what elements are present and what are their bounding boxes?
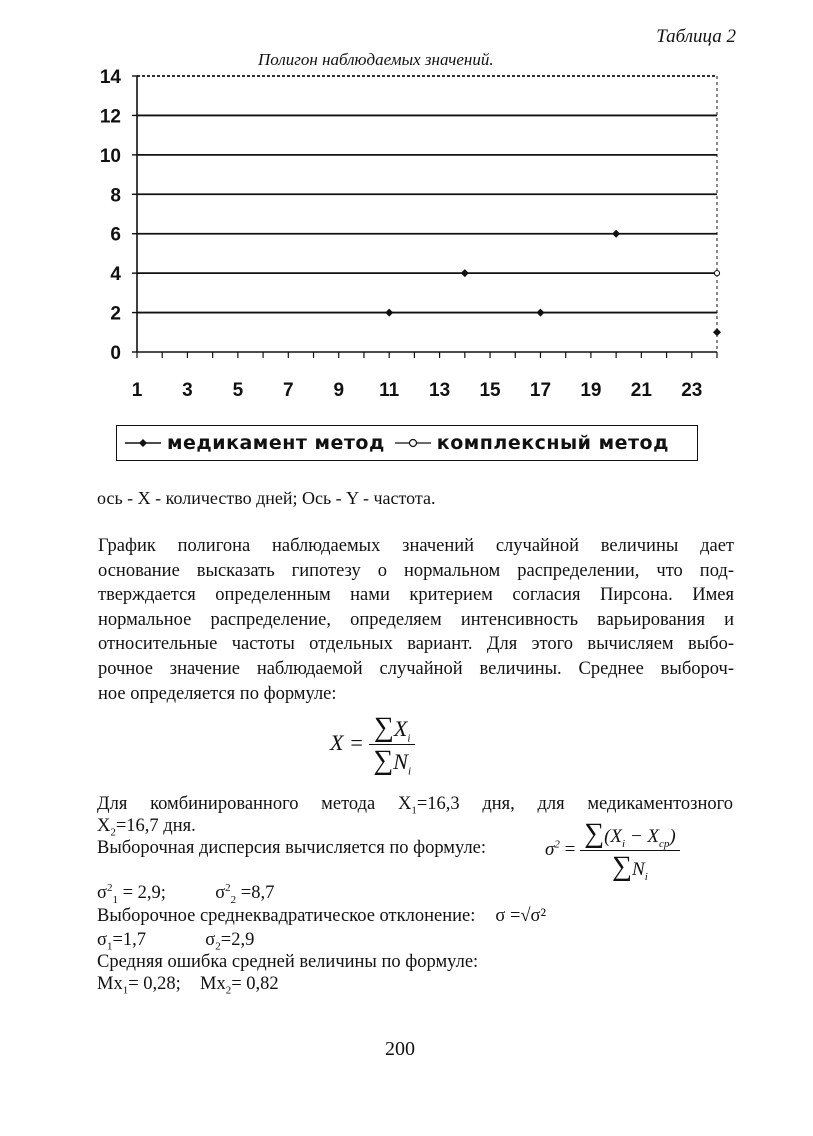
paragraph-line: тверждается определенным нами критерием согласия Пирсона. Имея: [98, 585, 734, 606]
mean-error-values-line: $Mx_1= 0,28$; $Mx_2= 0,82$: [97, 974, 279, 997]
paragraph-line: рочное значение наблюдаемой случайной величины. Среднее выбороч-: [98, 658, 734, 679]
legend-item-medicament: [125, 432, 385, 454]
x-tick-label: 1: [131, 380, 143, 401]
x-tick-label: 5: [232, 380, 244, 401]
dispersion-formula-numerator: $\sum(X_i - X_{cp})$: [580, 818, 680, 851]
paragraph-line: нормальное распределение, определяем интенсивность варьирования и: [98, 609, 734, 630]
data-point-medicament: [536, 309, 544, 317]
combined-method-line: Для комбинированного метода $X_1=16,3$ дня, для медикаментозного: [97, 794, 733, 817]
data-point-complex: [714, 271, 719, 276]
dispersion-formula-denominator: $\sum N_i$: [612, 851, 648, 883]
body-paragraph: [98, 534, 734, 706]
mean-error-line: Средняя ошибка средней величины по формуле:: [97, 952, 479, 972]
chart-title: Полигон наблюдаемых значений.: [258, 50, 494, 69]
x-tick-label: 9: [333, 380, 345, 401]
legend-item-complex: [395, 432, 669, 454]
dispersion-line: Выборочная дисперсия вычисляется по формуле:: [97, 838, 487, 858]
x-tick-label: 3: [182, 380, 193, 401]
paragraph-line: ное определяется по формуле:: [98, 683, 337, 704]
axis-note: ось - X - количество дней; Ось - Y - частота.: [97, 488, 436, 508]
data-point-medicament: [385, 309, 393, 317]
legend-label-medicament: медикамент метод: [167, 432, 385, 454]
y-tick-label: 0: [110, 343, 121, 364]
y-tick-label: 2: [110, 303, 121, 325]
mean-formula-numerator: $\sum X_i$: [369, 712, 415, 745]
y-tick-label: 8: [110, 185, 121, 207]
x-tick-label: 17: [529, 380, 552, 401]
data-point-medicament: [713, 328, 721, 336]
x-tick-label: 7: [283, 380, 294, 401]
y-tick-label: 14: [99, 67, 121, 88]
frequency-polygon-chart: [80, 62, 730, 407]
dispersion-formula: $\sigma^2$ = $\frac{\sum(X_i - X_{cp})}{\sum N_i}$: [545, 818, 680, 883]
paragraph-line: График полигона наблюдаемых значений случайной величины дает: [98, 536, 734, 556]
x-tick-label: 23: [681, 380, 703, 401]
variance-values-line: $\sigma^2_1 = 2,9$; $\sigma^2_2 =8,7$: [97, 882, 275, 906]
paragraph-line: основание высказать гипотезу о нормальном распределении, что под-: [98, 560, 734, 581]
mean-formula-fraction: [369, 712, 415, 778]
paragraph-line: относительные частоты отдельных вариант. Для этого вычисляем выбо-: [98, 634, 734, 655]
std-dev-values-line: $\sigma_1=1,7$ $\sigma_2=2,9$: [97, 930, 255, 953]
x2-line: $X_2=16,7$ дня.: [97, 816, 196, 839]
page-number: 200: [385, 1038, 415, 1060]
x-tick-label: 19: [580, 380, 602, 401]
y-tick-label: 12: [99, 106, 121, 128]
x-tick-label: 11: [379, 380, 400, 401]
y-tick-label: 10: [99, 145, 121, 167]
x-tick-label: 15: [479, 380, 501, 401]
x-tick-label: 21: [630, 380, 652, 401]
dispersion-formula-fraction: [580, 818, 680, 883]
data-point-medicament: [461, 269, 469, 277]
std-dev-line: Выборочное среднеквадратическое отклонение: σ =√σ²: [97, 906, 547, 926]
mean-formula-lhs: X =: [330, 729, 364, 755]
legend-diamond-marker-icon: [125, 436, 161, 450]
data-point-medicament: [612, 230, 620, 238]
mean-formula: [330, 712, 415, 778]
legend-circle-marker-icon: [395, 436, 431, 450]
y-tick-label: 4: [110, 264, 121, 286]
legend-label-complex: комплексный метод: [436, 432, 669, 454]
mean-formula-denominator: $\sum N_i$: [373, 745, 412, 778]
table-label: Таблица 2: [656, 26, 736, 47]
x-tick-label: 13: [429, 380, 451, 401]
y-tick-label: 6: [110, 224, 121, 246]
chart-legend: [116, 425, 698, 461]
